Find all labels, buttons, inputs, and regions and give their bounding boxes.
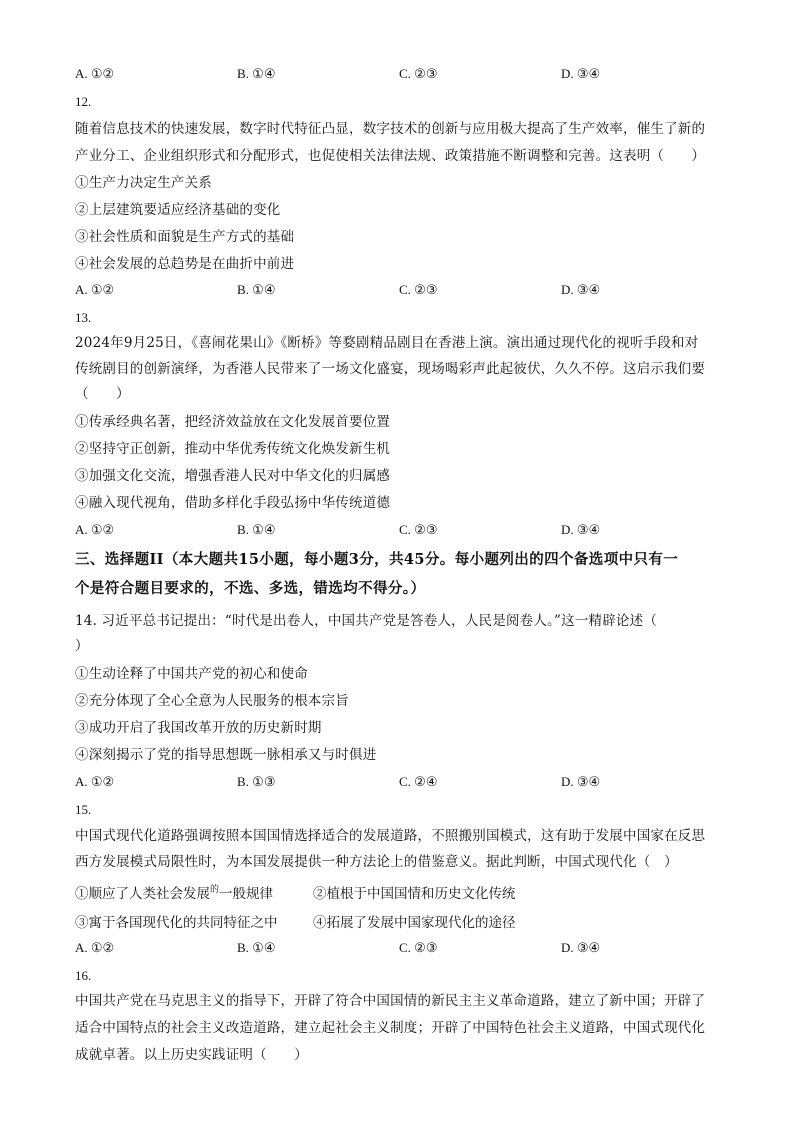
q15-options [75,940,735,960]
statement-item: ②坚持守正创新，推动中华优秀传统文化焕发新生机 [75,441,391,457]
question-number: 12. [75,94,92,109]
option-d[interactable]: D. ③④ [561,282,601,297]
statement-item: ①传承经典名著，把经济效益放在文化发展首要位置 [75,414,391,430]
statement-item: ②植根于中国国情和历史文化传统 [313,886,516,902]
option-b[interactable]: B. ①④ [237,940,276,955]
option-c[interactable]: C. ②③ [399,522,438,537]
question-number: 15. [75,802,92,817]
question-stem: 西方发展模式局限性时，为本国发展提供一种方法论上的借鉴意义。据此判断，中国式现代化（ ） [75,854,678,870]
option-d[interactable]: D. ③④ [561,774,601,789]
statement-item: ③寓于各国现代化的共同特征之中 [75,915,278,931]
question-number: 16. [75,968,92,983]
q13-options [75,522,735,542]
statement-item: ③成功开启了我国改革开放的历史新时期 [75,720,322,736]
statement-item: ④社会发展的总趋势是在曲折中前进 [75,256,295,272]
statement-item: ①生产力决定生产关系 [75,175,212,191]
q12-options [75,282,735,302]
option-c[interactable]: C. ②③ [399,66,438,81]
question-stem: 适合中国特点的社会主义改造道路，建立起社会主义制度；开辟了中国特色社会主义道路，中国式现代化 [75,1020,706,1036]
statement-item: ②充分体现了全心全意为人民服务的根本宗旨 [75,693,349,709]
option-d[interactable]: D. ③④ [561,66,601,81]
option-c[interactable]: C. ②③ [399,282,438,297]
section-heading: 三、选择题II（本大题共15小题，每小题3分，共45分。每小题列出的四个备选项中只有一 [75,551,679,568]
question-stem: 中国式现代化道路强调按照本国国情选择适合的发展道路，不照搬别国模式，这有助于发展中国家在反思 [75,828,706,844]
statement-row [75,911,516,931]
statement-item: ③社会性质和面貌是生产方式的基础 [75,229,295,245]
option-b[interactable]: B. ①④ [237,282,276,297]
question-stem: 产业分工、企业组织形式和分配形式，也促使相关法律法规、政策措施不断调整和完善。这表明（ ） [75,148,706,164]
option-c[interactable]: C. ②④ [399,774,438,789]
option-c[interactable]: C. ②③ [399,940,438,955]
question-stem: 中国共产党在马克思主义的指导下，开辟了符合中国国情的新民主主义革命道路，建立了新中国；开辟了 [75,993,706,1009]
statement-item: ④深刻揭示了党的指导思想既一脉相承又与时俱进 [75,747,377,763]
question-stem: 传统剧目的创新演绎，为香港人民带来了一场文化盛宴，现场喝彩声此起彼伏，久久不停。这启示我们要 [75,361,706,377]
question-stem: ） [75,638,89,654]
question-stem: （ ） [75,386,130,402]
question-number: 13. [75,310,92,325]
option-a[interactable]: A. ①② [75,774,115,789]
statement-item: ③加强文化交流，增强香港人民对中华文化的归属感 [75,468,391,484]
question-stem: 随着信息技术的快速发展，数字时代特征凸显，数字技术的创新与应用极大提高了生产效率，催生了新的 [75,121,706,137]
question-stem: 2024年9月25日，《喜闹花果山》《断桥》等婺剧精品剧目在香港上演。演出通过现代化的视听手段和对 [75,335,699,351]
q14-options [75,774,735,794]
option-a[interactable]: A. ①② [75,522,115,537]
question-stem: 成就卓著。以上历史实践证明（ ） [75,1047,308,1063]
option-a[interactable]: A. ①② [75,282,115,297]
statement-item: ②上层建筑要适应经济基础的变化 [75,202,281,218]
option-b[interactable]: B. ①④ [237,66,276,81]
option-a[interactable]: A. ①② [75,66,115,81]
question-stem: 14. 习近平总书记提出：“时代是出卷人，中国共产党是答卷人，人民是阅卷人。”这一精辟论述（ [75,613,658,629]
option-b[interactable]: B. ①④ [237,522,276,537]
section-heading: 个是符合题目要求的，不选、多选，错选均不得分。） [75,580,426,597]
statement-item: ④融入现代视角，借助多样化手段弘扬中华传统道德 [75,495,391,511]
statement-item: ①生动诠释了中国共产党的初心和使命 [75,666,308,682]
statement-item: ④拓展了发展中国家现代化的途径 [313,915,516,931]
option-d[interactable]: D. ③④ [561,522,601,537]
option-d[interactable]: D. ③④ [561,940,601,955]
q11-options [75,66,735,86]
statement-row [75,882,516,902]
statement-item: ①顺应了人类社会发展$^的$一般规律 [75,885,274,902]
option-a[interactable]: A. ①② [75,940,115,955]
option-b[interactable]: B. ①③ [237,774,276,789]
